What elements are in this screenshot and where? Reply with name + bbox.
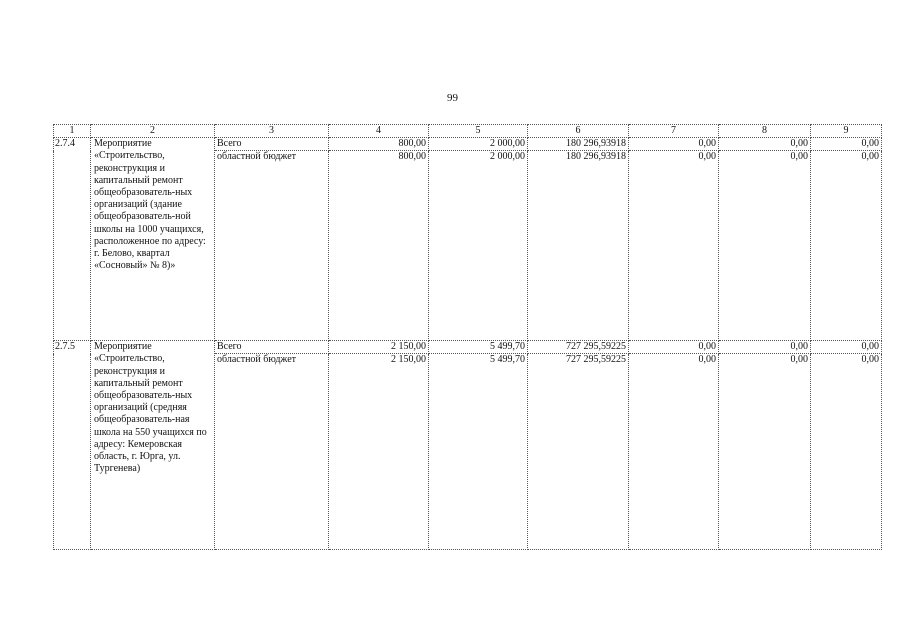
value-cell: 727 295,59225: [528, 341, 629, 354]
header-cell: 4: [329, 125, 429, 138]
funding-source: областной бюджет: [215, 151, 329, 341]
header-cell: 6: [528, 125, 629, 138]
value-cell: 180 296,93918: [528, 138, 629, 151]
table-row: [54, 341, 882, 354]
value-cell: 800,00: [329, 151, 429, 341]
funding-source: Всего: [215, 138, 329, 151]
header-row: [54, 125, 882, 138]
value-cell: 0,00: [811, 341, 882, 354]
value-cell: 5 499,70: [429, 341, 528, 354]
value-cell: 0,00: [629, 341, 719, 354]
value-cell: 2 150,00: [329, 354, 429, 550]
header-cell: 7: [629, 125, 719, 138]
value-cell: 0,00: [629, 138, 719, 151]
value-cell: 0,00: [719, 341, 811, 354]
funding-source: областной бюджет: [215, 354, 329, 550]
header-cell: 1: [54, 125, 91, 138]
value-cell: 2 000,00: [429, 138, 528, 151]
page-number: 99: [447, 92, 458, 104]
value-cell: 800,00: [329, 138, 429, 151]
value-cell: 0,00: [629, 151, 719, 341]
value-cell: 0,00: [811, 354, 882, 550]
funding-source: Всего: [215, 341, 329, 354]
value-cell: 180 296,93918: [528, 151, 629, 341]
measure-name: Мероприятие «Строительство, реконструкция и капитальный ремонт общеобразователь-ных организаций (здание общеобразователь-ной школы на 1000 учащихся, расположенное по адресу: г. Белово, квартал «Сосновый» № 8)»: [91, 138, 215, 341]
value-cell: 5 499,70: [429, 354, 528, 550]
header-cell: 8: [719, 125, 811, 138]
value-cell: 2 000,00: [429, 151, 528, 341]
table-row: [54, 138, 882, 151]
value-cell: 727 295,59225: [528, 354, 629, 550]
value-cell: 0,00: [719, 354, 811, 550]
value-cell: 0,00: [811, 138, 882, 151]
value-cell: 0,00: [719, 151, 811, 341]
header-cell: 2: [91, 125, 215, 138]
value-cell: 2 150,00: [329, 341, 429, 354]
header-cell: 3: [215, 125, 329, 138]
header-cell: 9: [811, 125, 882, 138]
header-cell: 5: [429, 125, 528, 138]
value-cell: 0,00: [719, 138, 811, 151]
value-cell: 0,00: [811, 151, 882, 341]
row-code: 2.7.5: [54, 341, 91, 550]
budget-table: [53, 124, 882, 550]
row-code: 2.7.4: [54, 138, 91, 341]
measure-name: Мероприятие «Строительство, реконструкция и капитальный ремонт общеобразователь-ных организаций (средняя общеобразователь-ная школа на 550 учащихся по адресу: Кемеровская область, г. Юрга, ул. Тургенева): [91, 341, 215, 550]
value-cell: 0,00: [629, 354, 719, 550]
